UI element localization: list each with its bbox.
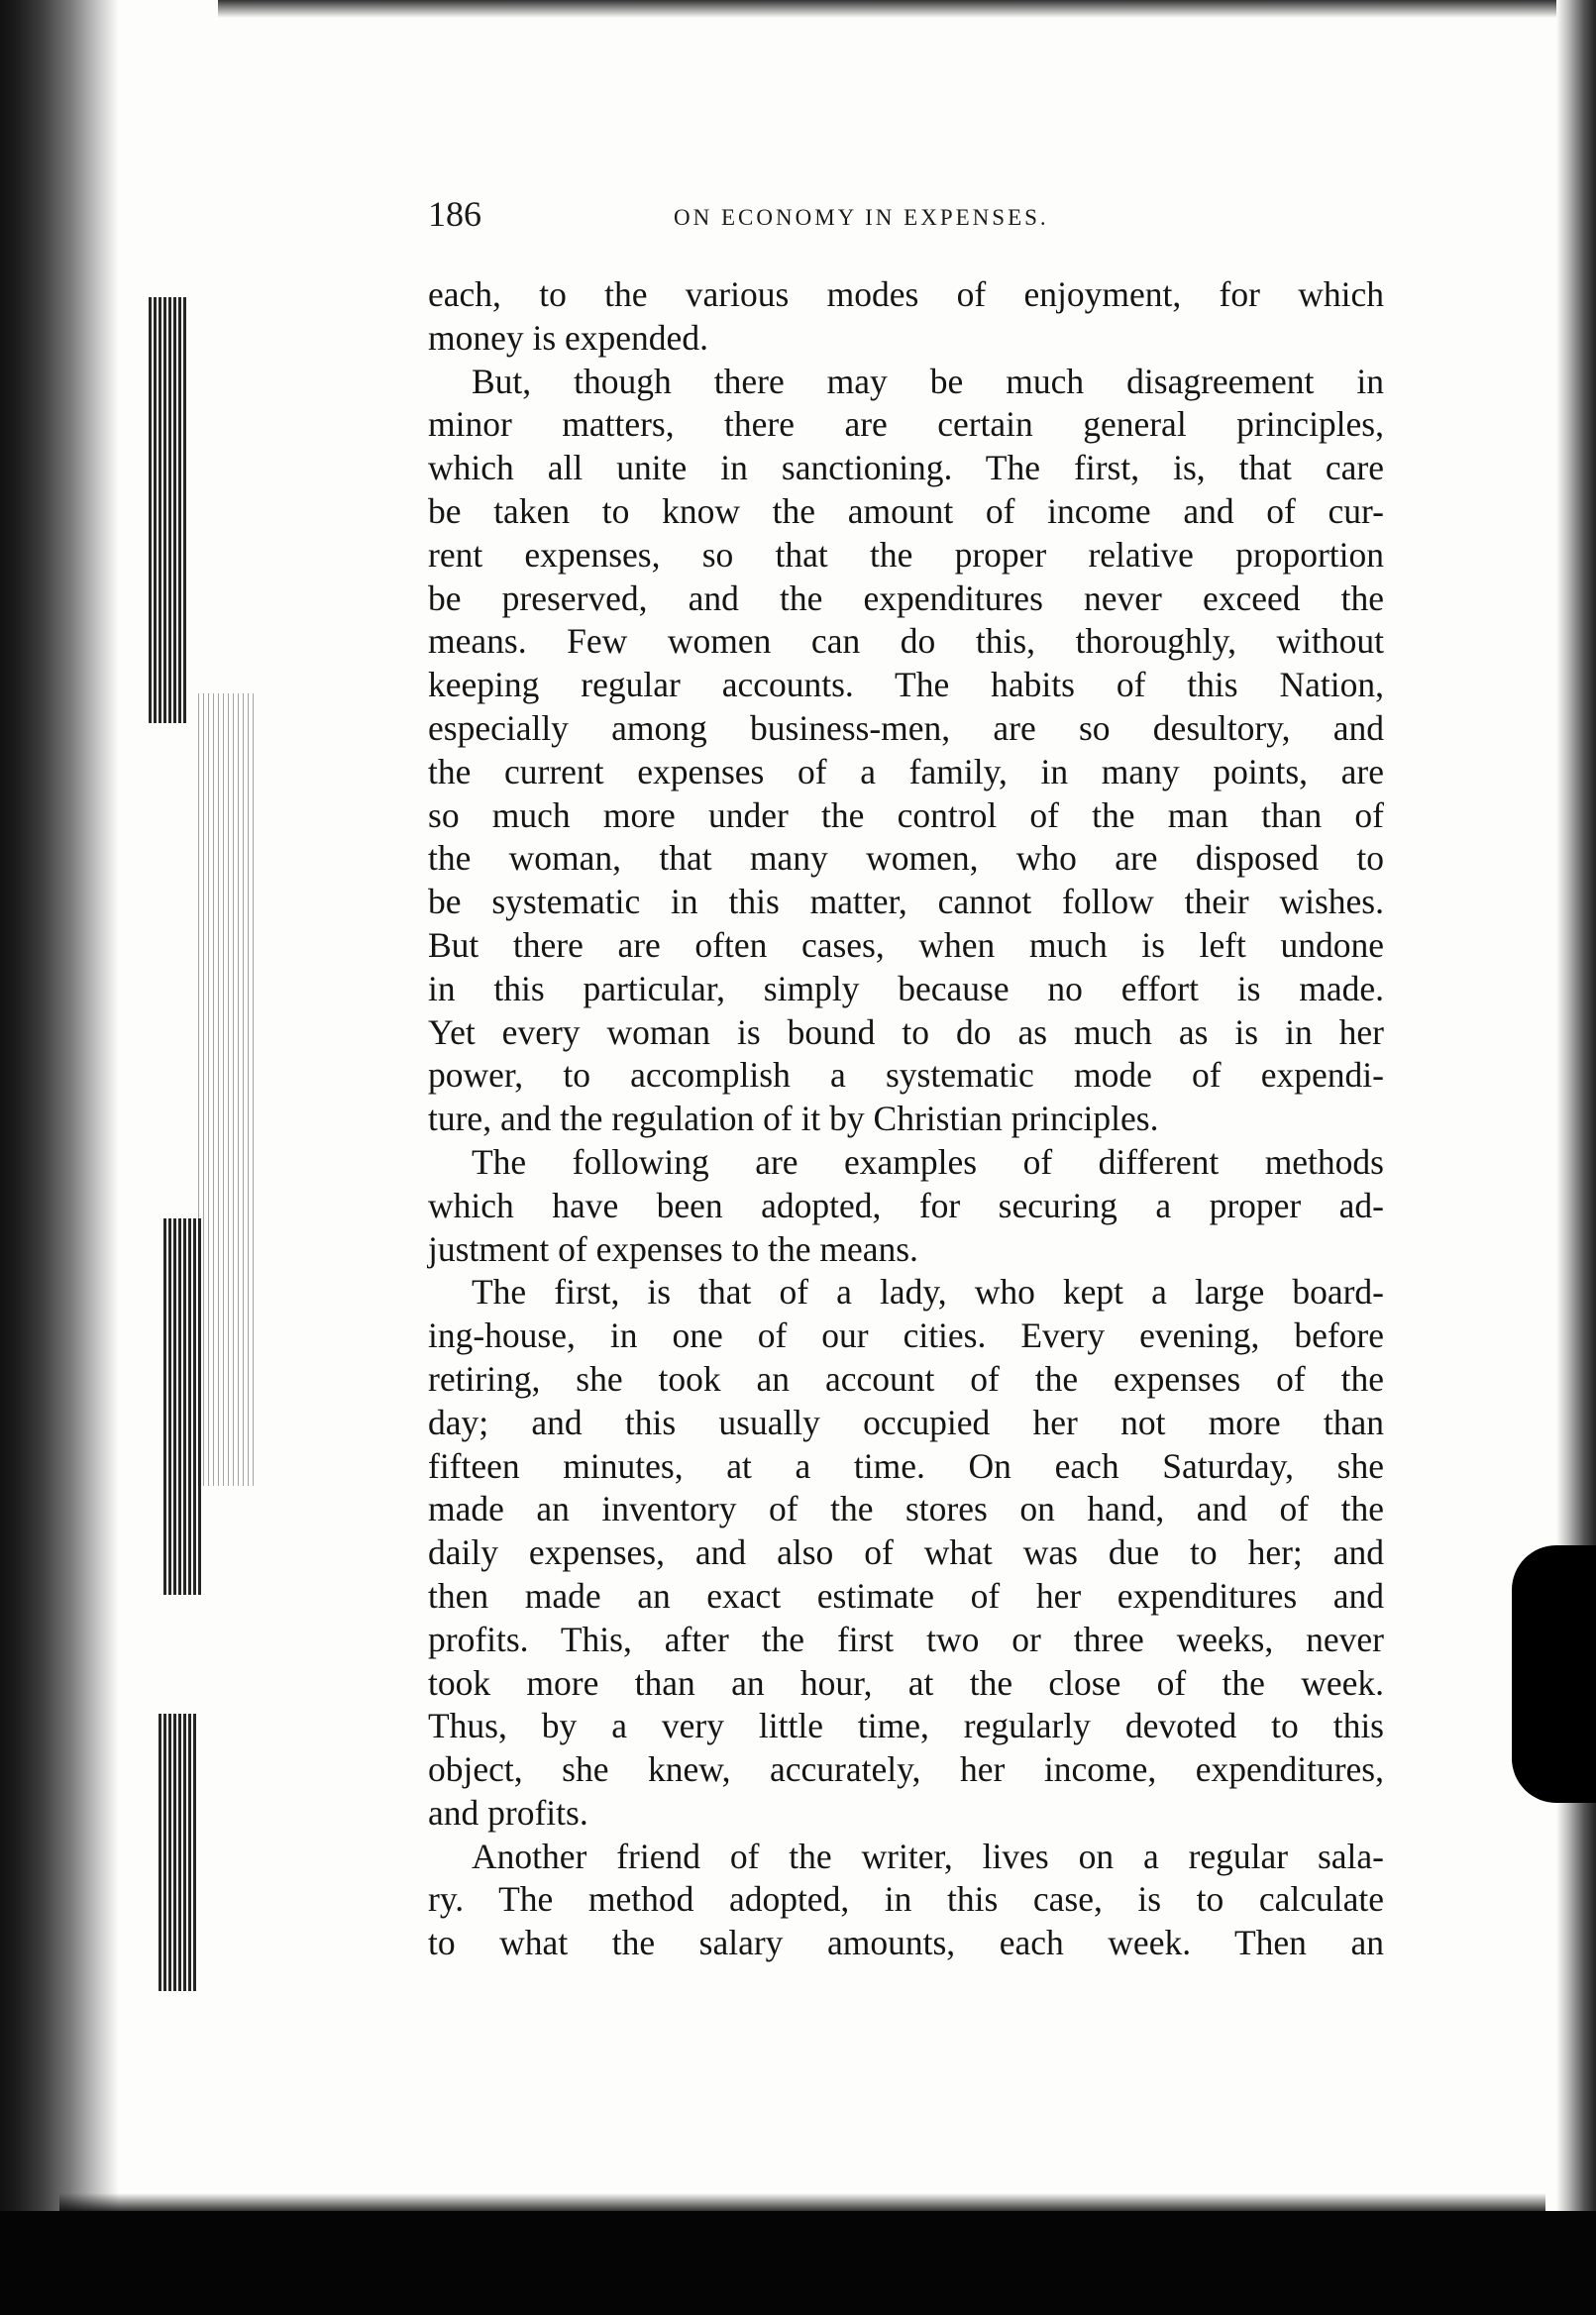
scan-top-shadow xyxy=(218,0,1596,18)
text-line: made an inventory of the stores on hand, and of the xyxy=(428,1489,1384,1529)
text-line: and profits. xyxy=(428,1792,588,1833)
text-line: power, to accomplish a systematic mode of expendi- xyxy=(428,1055,1384,1096)
text-line: fifteen minutes, at a time. On each Saturday, she xyxy=(428,1445,1384,1486)
text-line: took more than an hour, at the close of the week. xyxy=(428,1662,1384,1703)
text-line: object, she knew, accurately, her income, expenditures, xyxy=(428,1749,1384,1790)
text-line: Another friend of the writer, lives on a regular sala- xyxy=(472,1836,1384,1876)
scan-left-streak xyxy=(149,297,188,723)
text-line: ing-house, in one of our cities. Every evening, before xyxy=(428,1315,1384,1356)
text-line: then made an exact estimate of her expenditures and xyxy=(428,1575,1384,1616)
scan-right-dark-blob xyxy=(1512,1545,1596,1803)
scan-left-binding-shadow xyxy=(0,0,119,2315)
text-line: day; and this usually occupied her not more than xyxy=(428,1402,1384,1442)
page-number: 186 xyxy=(428,194,481,234)
text-line: justment of expenses to the means. xyxy=(428,1228,918,1269)
text-line: each, to the various modes of enjoyment, for which xyxy=(428,274,1384,314)
scan-right-shadow xyxy=(1556,0,1596,2315)
text-line: which all unite in sanctioning. The first, is, that care xyxy=(428,448,1384,488)
text-line: retiring, she took an account of the expenses of the xyxy=(428,1358,1384,1399)
text-line: rent expenses, so that the proper relative proportion xyxy=(428,534,1384,575)
text-line: especially among business-men, are so desultory, and xyxy=(428,707,1384,748)
text-line: The first, is that of a lady, who kept a large board- xyxy=(472,1272,1384,1313)
text-line: But there are often cases, when much is left undone xyxy=(428,924,1384,965)
text-line: which have been adopted, for securing a proper ad- xyxy=(428,1185,1384,1225)
text-line: ture, and the regulation of it by Christian principles. xyxy=(428,1099,1159,1139)
text-line: daily expenses, and also of what was due to her; and xyxy=(428,1532,1384,1573)
scan-left-streak xyxy=(163,1218,203,1595)
text-line: ry. The method adopted, in this case, is to calculate xyxy=(428,1879,1384,1920)
scan-left-faint-streak xyxy=(198,693,258,1486)
text-line: means. Few women can do this, thoroughly, without xyxy=(428,621,1384,662)
text-line: Yet every woman is bound to do as much as is in her xyxy=(428,1011,1384,1052)
text-line: The following are examples of different methods xyxy=(472,1141,1384,1182)
text-line: profits. This, after the first two or three weeks, never xyxy=(428,1619,1384,1659)
text-line: be preserved, and the expenditures never exceed the xyxy=(428,578,1384,618)
scan-left-streak xyxy=(159,1714,198,1991)
text-line: be systematic in this matter, cannot follow their wishes. xyxy=(428,882,1384,922)
text-line: so much more under the control of the man than of xyxy=(428,794,1384,835)
text-line: keeping regular accounts. The habits of this Nation, xyxy=(428,665,1384,705)
text-line: minor matters, there are certain general principles, xyxy=(428,404,1384,445)
text-line: But, though there may be much disagreement in xyxy=(472,361,1384,401)
text-line: the woman, that many women, who are disposed to xyxy=(428,838,1384,879)
text-line: the current expenses of a family, in many points, are xyxy=(428,751,1384,791)
text-line: in this particular, simply because no effort is made. xyxy=(428,968,1384,1008)
text-line: be taken to know the amount of income and of cur- xyxy=(428,490,1384,531)
body-text xyxy=(428,273,1384,1965)
scan-bottom-shadow xyxy=(0,2211,1596,2315)
text-line: money is expended. xyxy=(428,317,708,358)
text-line: Thus, by a very little time, regularly devoted to this xyxy=(428,1706,1384,1746)
text-line: to what the salary amounts, each week. Then an xyxy=(428,1923,1384,1963)
running-head: ON ECONOMY IN EXPENSES. xyxy=(674,205,1049,230)
page-header xyxy=(428,186,1384,242)
